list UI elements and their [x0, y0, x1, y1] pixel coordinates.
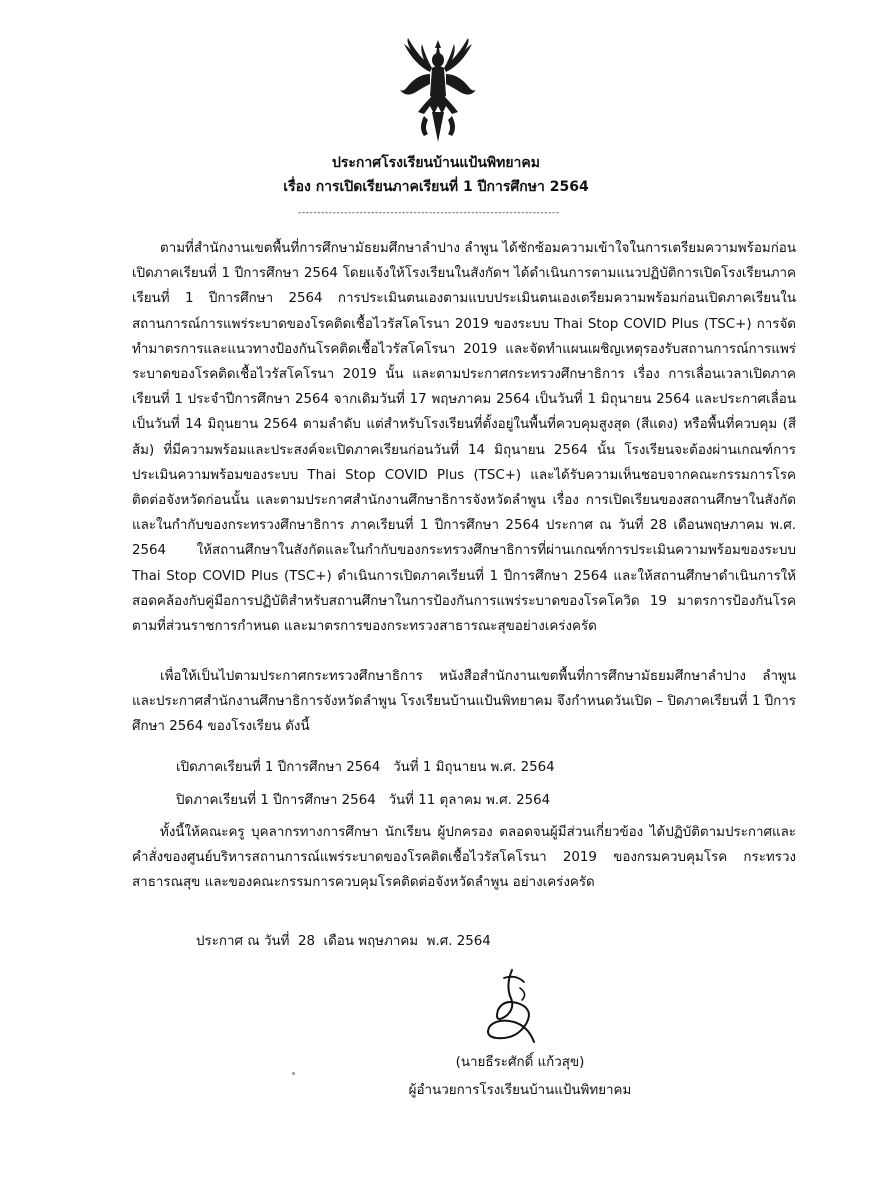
scan-speck	[292, 1072, 295, 1075]
signer-title: ผู้อำนวยการโรงเรียนบ้านแป้นพิทยาคม	[408, 1083, 632, 1098]
signer-name: (นายธีระศักดิ์ แก้วสุข)	[455, 1055, 585, 1070]
semester-close-date: ปิดภาคเรียนที่ 1 ปีการศึกษา 2564 วันที่ 11 ตุลาคม พ.ศ. 2564	[176, 793, 551, 808]
body-paragraph-1: ตามที่สำนักงานเขตพื้นที่การศึกษามัธยมศึกษาลำปาง ลำพูน ได้ชักซ้อมความเข้าใจในการเตรียมความพร้อมก่อนเปิดภาคเรียนที่ 1 ปีการศึกษา 2564 โดยแจ้งให้โรงเรียนในสังกัดฯ ได้ดำเนินการตามแนวปฏิบัติการเปิดโรงเรียนภาคเรียนที่ 1 ปีการศึกษา 2564 การประเมินตนเองตามแบบประเมินตนเองเตรียมความพร้อมก่อนเปิดภาคเรียนในสถานการณ์การแพร่ระบาดของโรคติดเชื้อไวรัสโคโรนา 2019 ของระบบ Thai Stop COVID Plus (TSC+) การจัดทำมาตรการและแนวทางป้องกันโรคติดเชื้อไวรัสโคโรนา 2019 และจัดทำแผนเผชิญเหตุรองรับสถานการณ์การแพร่ระบาดของโรคติดเชื้อไวรัสโคโรนา 2019 นั้น และตามประกาศกระทรวงศึกษาธิการ เรื่อง การเลื่อนเวลาเปิดภาคเรียนที่ 1 ประจำปีการศึกษา 2564 จากเดิมวันที่ 17 พฤษภาคม 2564 เป็นวันที่ 1 มิถุนายน 2564 และประกาศเลื่อนเป็นวันที่ 14 มิถุนยาน 2564 ตามลำดับ แต่สำหรับโรงเรียนที่ตั้งอยู่ในพื้นที่ควบคุมสูงสุด (สีแดง) หรือพื้นที่ควบคุม (สีส้ม) ที่มีความพร้อมและประสงค์จะเปิดภาคเรียนก่อนวันที่ 14 มิถุนายน 2564 นั้น โรงเรียนจะต้องผ่านเกณฑ์การประเมินความพร้อมของระบบ Thai Stop COVID Plus (TSC+) และได้รับความเห็นชอบจากคณะกรรมการโรคติดต่อจังหวัดก่อนนั้น และตามประกาศสำนักงานศึกษาธิการจังหวัดลำพูน เรื่อง การเปิดเรียนของสถานศึกษาในสังกัดและในกำกับของกระทรวงศึกษาธิการ ภาคเรียนที่ 1 ปีการศึกษา 2564 ประกาศ ณ วันที่ 28 เดือนพฤษภาคม พ.ศ. 2564 ให้สถานศึกษาในสังกัดและในกำกับของกระทรวงศึกษาธิการที่ผ่านเกณฑ์การประเมินความพร้อมของระบบ Thai Stop COVID Plus (TSC+) ดำเนินการเปิดภาคเรียนที่ 1 ปีการศึกษา 2564 และให้สถานศึกษาดำเนินการให้สอดคล้องกับคู่มือการปฏิบัติสำหรับสถานศึกษาในการป้องกันการแพร่ระบาดของโรคโควิด 19 มาตรการป้องกันโรคตามที่ส่วนราชการกำหนด และมาตรการของกระทรวงสาธารณะสุขอย่างเคร่งครัด	[132, 241, 796, 635]
garuda-emblem-icon	[394, 38, 482, 142]
body-paragraph-3: ทั้งนี้ให้คณะครู บุคลากรทางการศึกษา นักเรียน ผู้ปกครอง ตลอดจนผู้มีส่วนเกี่ยวข้อง ได้ปฏิบัติตามประกาศและคำสั่งของศูนย์บริหารสถานการณ์แพร่ระบาดของโรคติดเชื้อไวรัสโคโรนา 2019 ของกรมควบคุมโรค กระทรวงสาธารณสุข และของคณะกรรมการควบคุมโรคติดต่อจังหวัดลำพูน อย่างเคร่งครัด	[132, 825, 796, 891]
announcement-title: ประกาศโรงเรียนบ้านแป้นพิทยาคม	[331, 155, 541, 171]
announcement-date: ประกาศ ณ วันที่ 28 เดือน พฤษภาคม พ.ศ. 2564	[196, 934, 491, 949]
handwritten-signature	[476, 964, 548, 1048]
divider-line: --------------------------------------------------------------------	[298, 208, 560, 218]
semester-open-date: เปิดภาคเรียนที่ 1 ปีการศึกษา 2564 วันที่ 1 มิถุนายน พ.ศ. 2564	[176, 760, 555, 775]
announcement-subject: เรื่อง การเปิดเรียนภาคเรียนที่ 1 ปีการศึกษา 2564	[283, 179, 589, 195]
body-paragraph-2: เพื่อให้เป็นไปตามประกาศกระทรวงศึกษาธิการ หนังสือสำนักงานเขตพื้นที่การศึกษามัธยมศึกษาลำปาง ลำพูน และประกาศสำนักงานศึกษาธิการจังหวัดลำพูน โรงเรียนบ้านแป้นพิทยาคม จึงกำหนดวันเปิด – ปิดภาคเรียนที่ 1 ปีการศึกษา 2564 ของโรงเรียน ดังนี้	[132, 669, 796, 735]
